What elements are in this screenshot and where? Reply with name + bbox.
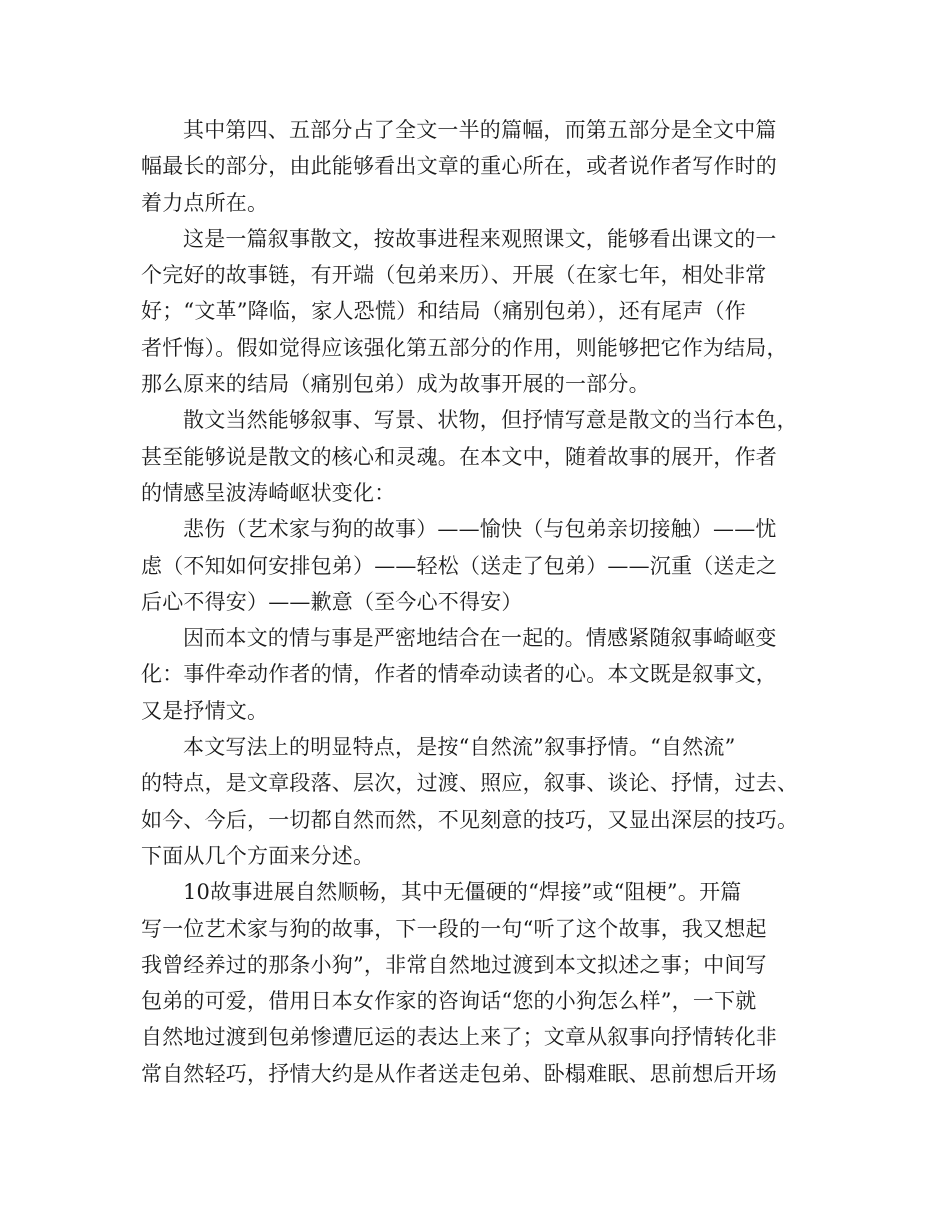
text-line: 个完好的故事链，有开端（包弟来历）、开展（在家七年，相处非常	[141, 263, 767, 288]
text-line: 的特点，是文章段落、层次，过渡、照应，叙事、谈论、抒情，过去、	[141, 771, 799, 796]
text-line: 常自然轻巧，抒情大约是从作者送走包弟、卧榻难眠、思前想后开场	[141, 1061, 777, 1086]
text-line: 的情感呈波涛崎岖状变化：	[141, 480, 396, 505]
text-line: 化：事件牵动作者的情，作者的情牵动读者的心。本文既是叙事文，	[141, 662, 777, 687]
text-line: 我曾经养过的那条小狗”，非常自然地过渡到本文拟述之事；中间写	[141, 952, 767, 977]
text-line: 那么原来的结局（痛别包弟）成为故事开展的一部分。	[141, 372, 650, 397]
text-line: 10故事进展自然顺畅，其中无僵硬的“焊接”或“阻梗”。开篇	[183, 880, 742, 905]
paragraph-7	[141, 874, 821, 1092]
text-line: 写一位艺术家与狗的故事，下一段的一句“听了这个故事，我又想起	[141, 916, 767, 941]
text-line: 虑（不知如何安排包弟）——轻松（送走了包弟）——沉重（送走之	[141, 553, 777, 578]
text-line: 因而本文的情与事是严密地结合在一起的。情感紧随叙事崎岖变	[183, 626, 777, 651]
text-line: 下面从几个方面来分述。	[141, 843, 375, 868]
paragraph-2	[141, 221, 821, 402]
text-line: 幅最长的部分，由此能够看出文章的重心所在，或者说作者写作时的	[141, 154, 777, 179]
text-line: 其中第四、五部分占了全文一半的篇幅，而第五部分是全文中篇	[183, 118, 777, 142]
text-line: 好；“文革”降临，家人恐慌）和结局（痛别包弟），还有尾声（作	[141, 299, 746, 324]
text-line: 散文当然能够叙事、写景、状物，但抒情写意是散文的当行本色，	[183, 408, 798, 433]
text-line: 甚至能够说是散文的核心和灵魂。在本文中，随着故事的展开，作者	[141, 444, 777, 469]
paragraph-3	[141, 402, 821, 511]
text-line: 这是一篇叙事散文，按故事进程来观照课文，能够看出课文的一	[183, 226, 777, 251]
text-line: 如今、今后，一切都自然而然，不见刻意的技巧，又显出深层的技巧。	[141, 807, 799, 832]
text-line: 悲伤（艺术家与狗的故事）——愉快（与包弟亲切接触）——忧	[183, 517, 777, 542]
text-line: 包弟的可爱，借用日本女作家的咨询话“您的小狗怎么样”，一下就	[141, 989, 757, 1014]
text-line: 又是抒情文。	[141, 698, 269, 723]
paragraph-6	[141, 729, 821, 874]
text-line: 本文写法上的明显特点，是按“自然流”叙事抒情。“自然流”	[183, 735, 736, 760]
text-line: 着力点所在。	[141, 190, 269, 215]
paragraph-5	[141, 620, 821, 729]
text-line: 后心不得安）——歉意（至今心不得安）	[141, 589, 523, 614]
text-line: 者忏悔）。假如觉得应该强化第五部分的作用，则能够把它作为结局，	[141, 335, 788, 360]
document-page	[141, 112, 821, 1092]
paragraph-4	[141, 511, 821, 620]
paragraph-1	[141, 112, 821, 221]
text-line: 自然地过渡到包弟惨遭厄运的表达上来了；文章从叙事向抒情转化非	[141, 1025, 777, 1050]
